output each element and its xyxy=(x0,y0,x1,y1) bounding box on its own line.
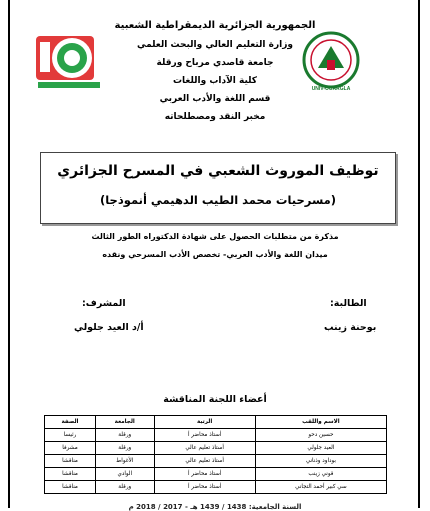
jury-cell: مشرفا xyxy=(45,442,96,455)
jury-header-cell: الاسم واللقب xyxy=(255,416,386,429)
memo-line-2: ميدان اللغة والأدب العربي- تخصص الأدب المسرحي ونقده xyxy=(102,250,328,259)
jury-cell: الوادي xyxy=(96,468,154,481)
jury-table xyxy=(44,415,387,494)
student-label: الطالبة: xyxy=(330,298,367,309)
jury-row xyxy=(45,429,387,442)
jury-row xyxy=(45,468,387,481)
jury-row xyxy=(45,455,387,468)
department-name: قسم اللغة والأدب العربي xyxy=(159,94,271,104)
university-name: جامعة قاصدي مرباح ورقلة xyxy=(156,58,274,68)
thesis-title-box xyxy=(40,152,396,224)
jury-cell: مناقشا xyxy=(45,455,96,468)
jury-cell: بوداود وذناني xyxy=(255,455,386,468)
republic-name: الجمهورية الجزائرية الديمقراطية الشعبية xyxy=(114,20,316,31)
jury-cell: أستاذ تعليم عالي xyxy=(154,455,255,468)
jury-header-cell: الرتبة xyxy=(154,416,255,429)
supervisor-label: المشرف: xyxy=(82,298,126,309)
jury-row xyxy=(45,442,387,455)
supervisor-name: أ/د العيد جلولي xyxy=(74,322,144,333)
jury-cell: مناقشا xyxy=(45,468,96,481)
jury-cell: مناقشا xyxy=(45,481,96,494)
jury-cell: ورقلة xyxy=(96,442,154,455)
thesis-subtitle: (مسرحيات محمد الطيب الدهيمي أنموذجا) xyxy=(99,193,337,207)
memo-line-1: مذكرة من متطلبات الحصول على شهادة الدكتوراه الطور الثالث xyxy=(91,232,339,241)
jury-row xyxy=(45,481,387,494)
jury-cell: سي كبير أحمد التجاني xyxy=(255,481,386,494)
lab-name: مخبر النقد ومصطلحاته xyxy=(164,112,266,122)
jury-cell: قوني زينب xyxy=(255,468,386,481)
jury-header-cell: الجامعة xyxy=(96,416,154,429)
jury-header-cell: الصفة xyxy=(45,416,96,429)
student-name: بوحنة زينب xyxy=(324,322,377,333)
faculty-name: كلية الآداب واللغات xyxy=(172,76,258,86)
jury-cell: أستاذ محاضر أ xyxy=(154,481,255,494)
jury-cell: الأغواط xyxy=(96,455,154,468)
jury-cell: أستاذ تعليم عالي xyxy=(154,442,255,455)
svg-text:UNIV-OUARGLA: UNIV-OUARGLA xyxy=(311,86,351,92)
jury-cell: ورقلة xyxy=(96,429,154,442)
jury-cell: رئيسا xyxy=(45,429,96,442)
jury-header-row xyxy=(45,416,387,429)
jury-title: أعضاء اللجنة المناقشة xyxy=(163,394,267,405)
jury-cell: حسين دحو xyxy=(255,429,386,442)
jury-cell: أستاذ محاضر أ xyxy=(154,429,255,442)
academic-year: السنة الجامعية: 1438 / 1439 هـ - 2017 / 2018 م xyxy=(128,503,302,511)
jury-cell: أستاذ محاضر أ xyxy=(154,468,255,481)
jury-cell: ورقلة xyxy=(96,481,154,494)
thesis-title: توظيف الموروث الشعبي في المسرح الجزائري xyxy=(57,163,379,179)
ministry-name: وزارة التعليم العالي والبحث العلمي xyxy=(136,40,294,50)
jury-cell: العيد جلولي xyxy=(255,442,386,455)
